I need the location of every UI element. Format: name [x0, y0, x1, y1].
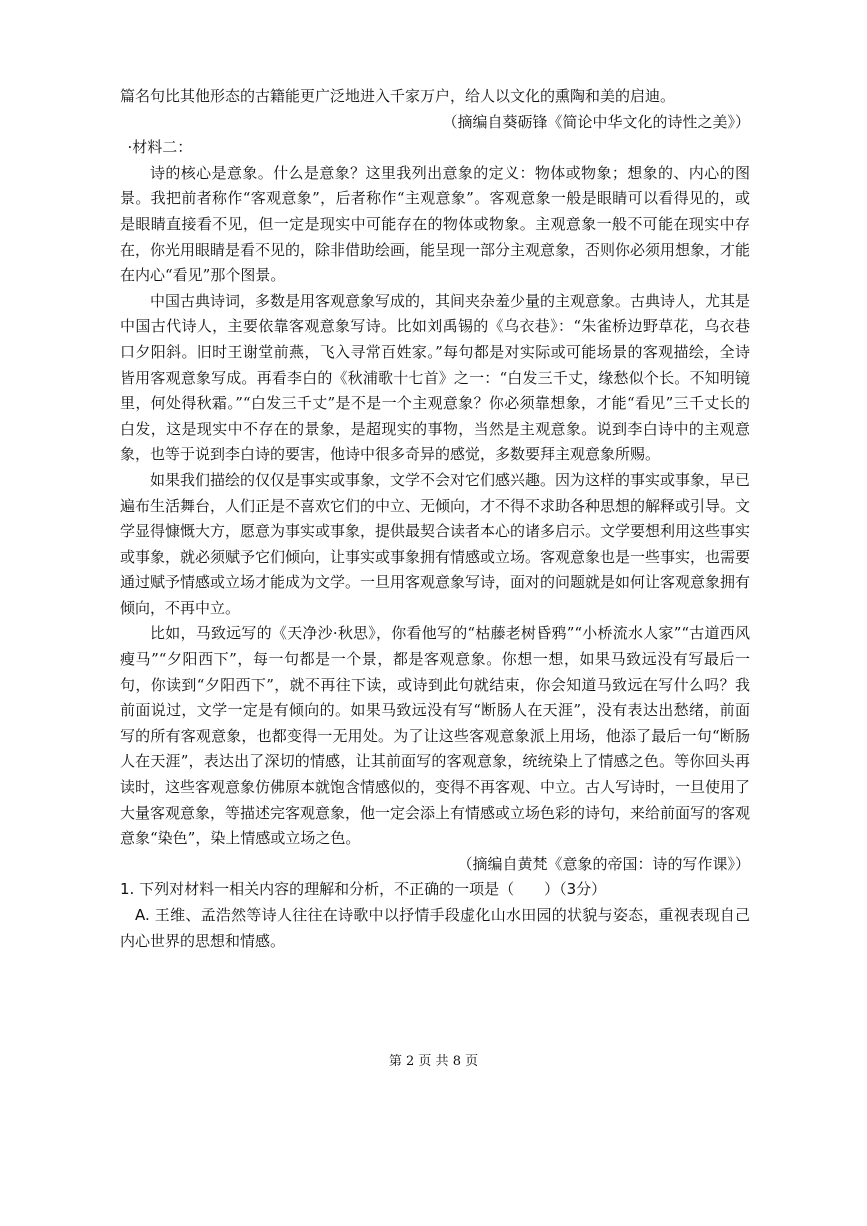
question-1-stem: 1. 下列对材料一相关内容的理解和分析，不正确的一项是（ ）（3分） — [120, 880, 607, 899]
material1-source: （摘编自葵砺锋《简论中华文化的诗性之美》） — [442, 112, 750, 131]
material2-source: （摘编自黄梵《意象的帝国：诗的写作课》） — [457, 854, 750, 873]
question-1-option-a: A. 王维、孟浩然等诗人往往在诗歌中以抒情手段虚化山水田园的状貌与姿态，重视表现自己内心世界的思想和情感。 — [120, 906, 750, 950]
document-body — [120, 84, 750, 954]
material2-heading-text: 材料二： — [132, 138, 193, 157]
material2-paragraph-2: 中国古典诗词，多数是用客观意象写成的，其间夹杂羞少量的主观意象。古典诗人，尤其是中国古代诗人，主要依靠客观意象写诗。比如刘禹锡的《乌衣巷》：“朱雀桥边野草花，乌衣巷口夕阳斜。旧时王谢堂前燕，飞入寻常百姓家。”每句都是对实际或可能场景的客观描绘，全诗皆用客观意象写成。再看李白的《秋浦歌十七首》之一：“白发三千丈，缘愁似个长。不知明镜里，何处得秋霜。”“白发三千丈”是不是一个主观意象？你必须靠想象，才能“看见”三千丈长的白发，这是现实中不存在的景象，是超现实的事物，当然是主观意象。说到李白诗中的主观意象，也等于说到李白诗的要害，他诗中很多奇异的感觉，多数要拜主观意象所赐。 — [120, 291, 751, 464]
material2-heading: ·材料二： — [127, 138, 193, 157]
material2-paragraph-1: 诗的核心是意象。什么是意象？这里我列出意象的定义：物体或物象；想象的、内心的图景。我把前者称作“客观意象”，后者称作“主观意象”。客观意象一般是眼睛可以看得见的，或是眼睛直接看不见，但一定是现实中可能存在的物体或物象。主观意象一般不可能在现实中存在，你光用眼睛是看不见的，除非借助绘画，能呈现一部分主观意象，否则你必须用想象，才能在内心“看见”那个图景。 — [120, 163, 751, 285]
material2-paragraph-3: 如果我们描绘的仅仅是事实或事象，文学不会对它们感兴趣。因为这样的事实或事象，早已遍布生活舞台，人们正是不喜欢它们的中立、无倾向，才不得不求助各种思想的解释或引导。文学显得慷慨大方，愿意为事实或事象，提供最契合读者本心的诸多启示。文学要想利用这些事实或事象，就必须赋予它们倾向，让事实或事象拥有情感或立场。客观意象也是一些事实，也需要通过赋予情感或立场才能成为文学。一旦用客观意象写诗，面对的问题就是如何让客观意象拥有倾向，不再中立。 — [120, 470, 751, 617]
page-number: 第 2 页 共 8 页 — [388, 1054, 479, 1069]
material1-last-line: 篇名句比其他形态的古籍能更广泛地进入千家万户，给人以文化的熏陶和美的启迪。 — [120, 87, 676, 105]
material2-paragraph-4: 比如，马致远写的《天净沙·秋思》，你看他写的“枯藤老树昏鸦”“小桥流水人家”“古道西风瘦马”“夕阳西下”，每一句都是一个景，都是客观意象。你想一想，如果马致远没有写最后一句，你读到“夕阳西下”，就不再往下读，或诗到此句就结束，你会知道马致远在写什么吗？我前面说过，文学一定是有倾向的。如果马致远没有写“断肠人在天涯”，没有表达出愁绪，前面写的所有客观意象，也都变得一无用处。为了让这些客观意象派上用场，他添了最后一句“断肠人在天涯”，表达出了深切的情感，让其前面写的客观意象，统统染上了情感之色。等你回头再读时，这些客观意象仿佛原本就饱含情感似的，变得不再客观、中立。古人写诗时，一旦使用了大量客观意象，等描述完客观意象，他一定会添上有情感或立场色彩的诗句，来给前面写的客观意象“染色”，染上情感或立场之色。 — [120, 624, 751, 848]
